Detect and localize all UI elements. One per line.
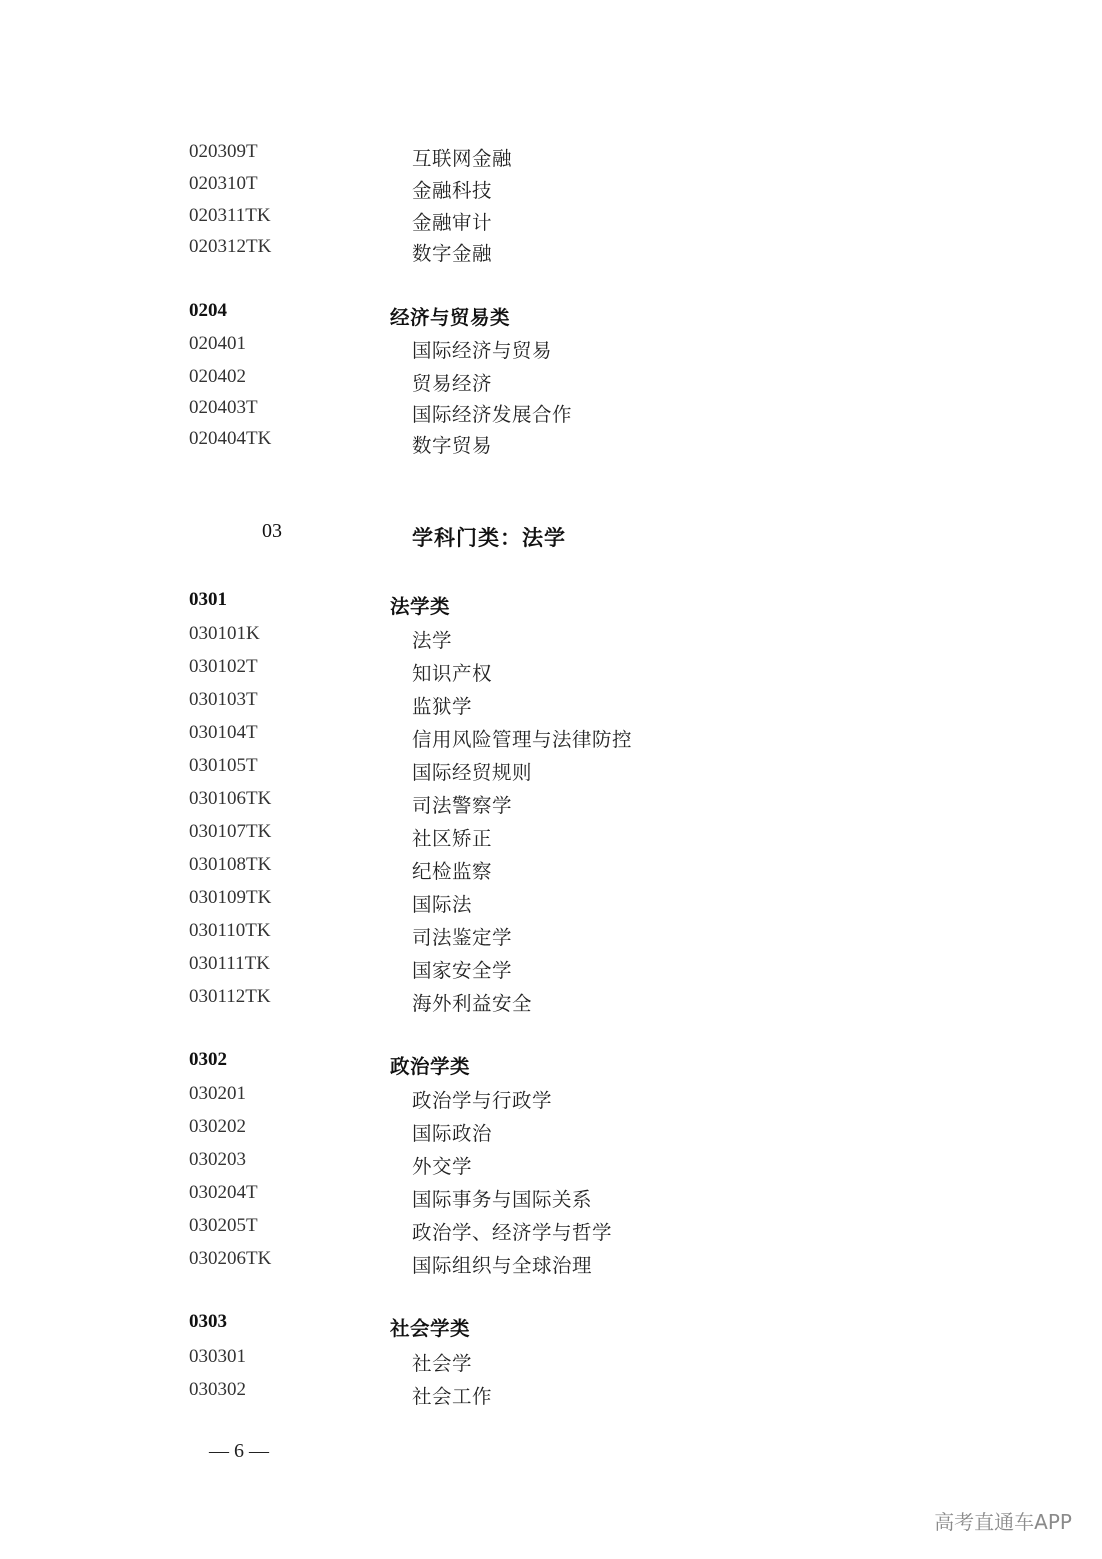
- major-code: 03: [262, 520, 282, 542]
- major-row: [0, 689, 1102, 719]
- major-name: 贸易经济: [412, 372, 493, 395]
- major-code: 030111TK: [189, 953, 270, 974]
- major-code: 030110TK: [189, 920, 271, 941]
- major-name: 政治学类: [390, 1055, 471, 1078]
- class-heading-row: [0, 1311, 1102, 1341]
- major-name: 国际事务与国际关系: [412, 1188, 593, 1211]
- major-code: 030203: [189, 1149, 246, 1170]
- major-name: 互联网金融: [412, 147, 513, 170]
- major-code: 020403T: [189, 397, 258, 418]
- major-name: 金融科技: [412, 179, 493, 202]
- major-name: 法学: [412, 629, 453, 652]
- major-name: 社会学: [412, 1352, 473, 1375]
- major-name: 国际经济发展合作: [412, 403, 573, 426]
- major-row: [0, 1149, 1102, 1179]
- major-name: 社会工作: [412, 1385, 493, 1408]
- major-code: 0302: [189, 1049, 227, 1070]
- major-name: 信用风险管理与法律防控: [412, 728, 633, 751]
- major-code: 020402: [189, 366, 246, 387]
- class-heading-row: [0, 1049, 1102, 1079]
- class-heading-row: [0, 589, 1102, 619]
- major-code: 030302: [189, 1379, 246, 1400]
- major-code: 030106TK: [189, 788, 272, 809]
- major-row: [0, 623, 1102, 653]
- major-name: 法学类: [390, 595, 451, 618]
- major-name: 社会学类: [390, 1317, 471, 1340]
- major-row: [0, 953, 1102, 983]
- major-code: 030108TK: [189, 854, 272, 875]
- major-code: 030206TK: [189, 1248, 272, 1269]
- watermark-text: 高考直通车APP: [934, 1510, 1072, 1534]
- major-code: 020401: [189, 333, 246, 354]
- major-row: [0, 1083, 1102, 1113]
- major-code: 0303: [189, 1311, 227, 1332]
- major-code: 020404TK: [189, 428, 272, 449]
- discipline-category-row: [0, 520, 1102, 550]
- major-row: [0, 986, 1102, 1016]
- major-code: 030112TK: [189, 986, 271, 1007]
- major-name: 监狱学: [412, 695, 473, 718]
- major-name: 政治学与行政学: [412, 1089, 553, 1112]
- major-name: 经济与贸易类: [390, 306, 511, 329]
- major-code: 0204: [189, 300, 227, 321]
- major-code: 030105T: [189, 755, 258, 776]
- major-code: 020309T: [189, 141, 258, 162]
- major-name: 金融审计: [412, 211, 493, 234]
- major-row: [0, 1215, 1102, 1245]
- major-row: [0, 656, 1102, 686]
- major-row: [0, 141, 1102, 171]
- major-name: 社区矫正: [412, 827, 493, 850]
- major-code: 030301: [189, 1346, 246, 1367]
- major-name: 外交学: [412, 1155, 473, 1178]
- major-name: 数字金融: [412, 242, 493, 265]
- page-number: — 6 —: [209, 1440, 269, 1462]
- major-name: 国际法: [412, 893, 473, 916]
- major-code: 030102T: [189, 656, 258, 677]
- major-row: [0, 755, 1102, 785]
- major-row: [0, 397, 1102, 427]
- major-row: [0, 173, 1102, 203]
- major-code: 030109TK: [189, 887, 272, 908]
- major-name: 政治学、经济学与哲学: [412, 1221, 613, 1244]
- major-code: 030101K: [189, 623, 260, 644]
- major-code: 020312TK: [189, 236, 272, 257]
- major-name: 国际组织与全球治理: [412, 1254, 593, 1277]
- major-row: [0, 1248, 1102, 1278]
- major-code: 030205T: [189, 1215, 258, 1236]
- major-row: [0, 1346, 1102, 1376]
- major-name: 司法警察学: [412, 794, 513, 817]
- major-code: 020311TK: [189, 205, 271, 226]
- major-row: [0, 920, 1102, 950]
- major-row: [0, 854, 1102, 884]
- major-row: [0, 205, 1102, 235]
- major-code: 030202: [189, 1116, 246, 1137]
- major-row: [0, 236, 1102, 266]
- major-code: 020310T: [189, 173, 258, 194]
- major-name: 数字贸易: [412, 434, 493, 457]
- major-name: 国际经济与贸易: [412, 339, 553, 362]
- major-code: 030104T: [189, 722, 258, 743]
- major-row: [0, 1379, 1102, 1409]
- major-name: 国际政治: [412, 1122, 493, 1145]
- major-name: 知识产权: [412, 662, 493, 685]
- major-code: 030204T: [189, 1182, 258, 1203]
- major-row: [0, 1116, 1102, 1146]
- major-row: [0, 333, 1102, 363]
- major-row: [0, 1182, 1102, 1212]
- major-code: 0301: [189, 589, 227, 610]
- major-code: 030107TK: [189, 821, 272, 842]
- class-heading-row: [0, 300, 1102, 330]
- major-row: [0, 428, 1102, 458]
- major-row: [0, 821, 1102, 851]
- major-name: 司法鉴定学: [412, 926, 513, 949]
- major-name: 国家安全学: [412, 959, 513, 982]
- major-row: [0, 722, 1102, 752]
- major-name: 海外利益安全: [412, 992, 533, 1015]
- major-name: 国际经贸规则: [412, 761, 533, 784]
- major-name: 学科门类：法学: [412, 525, 566, 550]
- major-code: 030103T: [189, 689, 258, 710]
- major-row: [0, 788, 1102, 818]
- major-row: [0, 887, 1102, 917]
- major-row: [0, 366, 1102, 396]
- major-code: 030201: [189, 1083, 246, 1104]
- major-name: 纪检监察: [412, 860, 493, 883]
